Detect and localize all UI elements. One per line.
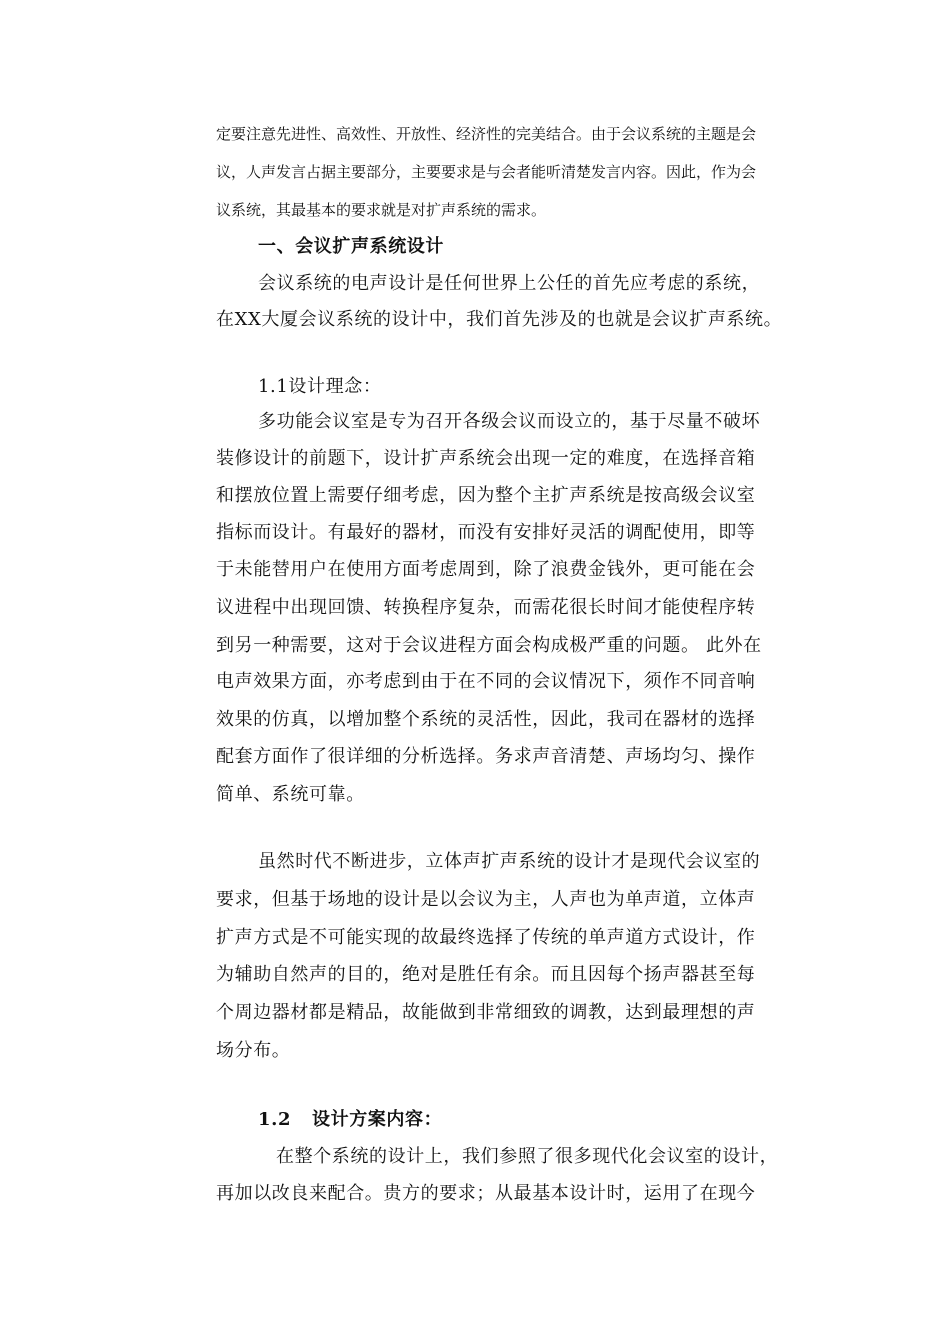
intro-line-3: 议系统，其最基本的要求就是对扩声系统的需求。 [216,201,547,219]
section1-1-line-1: 多功能会议室是专为召开各级会议而设立的，基于尽量不破坏 [258,411,761,432]
section1-1-line-11: 简单、系统可靠。 [216,784,365,805]
stereo-line-6: 场分布。 [216,1040,291,1061]
section1-1-line-7: 到另一种需要，这对于会议进程方面会构成极严重的问题。 此外在 [216,635,762,656]
section-heading-1: 一、会议扩声系统设计 [258,236,444,257]
stereo-line-5: 个周边器材都是精品，故能做到非常细致的调教，达到最理想的声 [216,1002,756,1023]
section1-2-line-1: 在整个系统的设计上，我们参照了很多现代化会议室的设计， [276,1146,779,1167]
stereo-line-2: 要求，但基于场地的设计是以会议为主，人声也为单声道，立体声 [216,889,756,910]
section1-1-line-5: 于未能替用户在使用方面考虑周到，除了浪费金钱外，更可能在会 [216,559,756,580]
section-heading-1-1: 1.1设计理念： [258,376,382,397]
section-heading-1-2: 设计方案内容： [312,1109,443,1130]
section1-line-1: 会议系统的电声设计是任何世界上公任的首先应考虑的系统， [258,273,761,294]
section1-1-line-9: 效果的仿真，以增加整个系统的灵活性，因此，我司在器材的选择 [216,709,756,730]
section1-line-2: 在XX大厦会议系统的设计中，我们首先涉及的也就是会议扩声系统。 [216,309,783,330]
stereo-line-1: 虽然时代不断进步，立体声扩声系统的设计才是现代会议室的 [258,851,761,872]
section1-1-line-10: 配套方面作了很详细的分析选择。务求声音清楚、声场均匀、操作 [216,746,756,767]
intro-line-1: 定要注意先进性、高效性、开放性、经济性的完美结合。由于会议系统的主题是会 [216,125,757,143]
section1-1-line-8: 电声效果方面，亦考虑到由于在不同的会议情况下，须作不同音响 [216,671,756,692]
section1-1-line-3: 和摆放位置上需要仔细考虑，因为整个主扩声系统是按高级会议室 [216,485,756,506]
stereo-line-4: 为辅助自然声的目的，绝对是胜任有余。而且因每个扬声器甚至每 [216,964,756,985]
section-number-1-2: 1.2 [258,1109,292,1130]
section1-1-line-6: 议进程中出现回馈、转换程序复杂，而需花很长时间才能使程序转 [216,597,756,618]
section1-1-line-4: 指标而设计。有最好的器材，而没有安排好灵活的调配使用，即等 [216,522,756,543]
stereo-line-3: 扩声方式是不可能实现的故最终选择了传统的单声道方式设计，作 [216,927,756,948]
intro-line-2: 议，人声发言占据主要部分，主要要求是与会者能听清楚发言内容。因此，作为会 [216,163,757,181]
section1-1-line-2: 装修设计的前题下，设计扩声系统会出现一定的难度，在选择音箱 [216,448,756,469]
section1-2-line-2: 再加以改良来配合。贵方的要求；从最基本设计时，运用了在现今 [216,1183,756,1204]
